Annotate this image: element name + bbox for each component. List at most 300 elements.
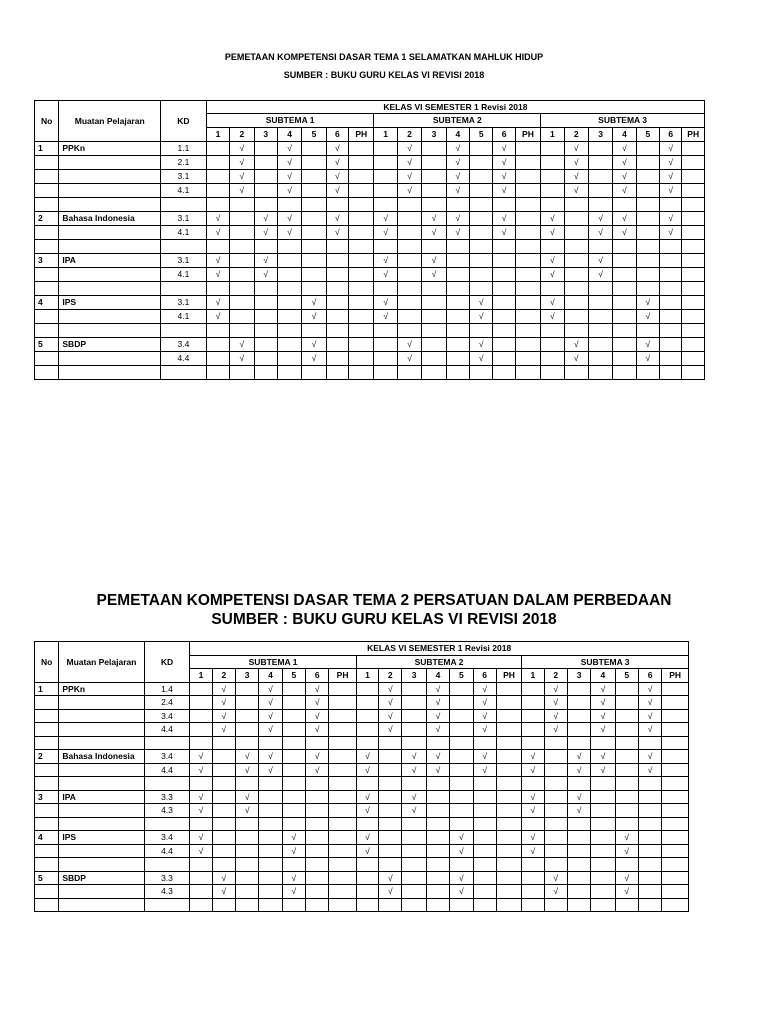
table-row (35, 790, 689, 804)
header-subtema: SUBTEMA 3 (541, 114, 705, 128)
check-mark: √ (591, 723, 615, 737)
check-mark: √ (356, 804, 378, 818)
check-cell (493, 338, 515, 352)
check-cell (662, 790, 689, 804)
check-mark: √ (564, 352, 588, 366)
blank-cell (259, 777, 282, 791)
check-mark: √ (379, 709, 402, 723)
blank-cell (236, 858, 259, 872)
check-mark: √ (190, 844, 212, 858)
check-mark: √ (282, 871, 305, 885)
blank-cell (349, 282, 374, 296)
check-mark: √ (282, 844, 305, 858)
check-cell (379, 763, 402, 777)
table-row (35, 142, 705, 156)
header-kelas: KELAS VI SEMESTER 1 Revisi 2018 (190, 642, 689, 656)
check-cell (496, 804, 521, 818)
blank-cell (564, 366, 588, 380)
check-mark: √ (190, 763, 212, 777)
blank-cell (402, 817, 426, 831)
check-cell (212, 844, 235, 858)
blank-cell (615, 858, 638, 872)
header-subtema: SUBTEMA 1 (190, 655, 356, 669)
check-mark: √ (613, 212, 636, 226)
row-no: 1 (35, 142, 59, 156)
header-col: 5 (636, 128, 659, 142)
check-mark: √ (306, 709, 329, 723)
blank-row (35, 858, 689, 872)
check-cell (682, 338, 705, 352)
header-muatan: Muatan Pelajaran (59, 101, 161, 142)
blank-cell (190, 858, 212, 872)
blank-cell (356, 817, 378, 831)
header-kelas: KELAS VI SEMESTER 1 Revisi 2018 (206, 101, 704, 114)
check-cell (567, 709, 590, 723)
blank-cell (496, 777, 521, 791)
blank-cell (522, 736, 544, 750)
row-kd: 3.4 (144, 831, 190, 845)
check-mark: √ (567, 790, 590, 804)
check-cell (470, 268, 493, 282)
check-cell (329, 696, 356, 710)
check-cell (522, 682, 544, 696)
check-cell (277, 310, 301, 324)
blank-cell (660, 282, 682, 296)
header-col: 6 (326, 128, 348, 142)
blank-cell (35, 324, 59, 338)
header-col: 3 (588, 128, 612, 142)
check-mark: √ (541, 254, 564, 268)
blank-cell (682, 240, 705, 254)
check-cell (349, 296, 374, 310)
blank-cell (544, 817, 567, 831)
check-mark: √ (638, 709, 661, 723)
check-cell (349, 310, 374, 324)
check-cell (277, 338, 301, 352)
check-mark: √ (190, 804, 212, 818)
check-mark: √ (402, 790, 426, 804)
header-col: 4 (277, 128, 301, 142)
check-mark: √ (450, 871, 473, 885)
row-subject (59, 310, 161, 324)
blank-cell (379, 858, 402, 872)
check-cell (282, 709, 305, 723)
check-cell (236, 709, 259, 723)
check-cell (426, 804, 449, 818)
check-cell (450, 804, 473, 818)
check-cell (496, 844, 521, 858)
check-mark: √ (212, 723, 235, 737)
check-mark: √ (356, 831, 378, 845)
check-cell (374, 170, 397, 184)
check-mark: √ (397, 170, 421, 184)
check-mark: √ (613, 226, 636, 240)
blank-cell (515, 282, 540, 296)
check-mark: √ (636, 352, 659, 366)
blank-cell (259, 817, 282, 831)
check-mark: √ (522, 763, 544, 777)
blank-cell (326, 240, 348, 254)
check-mark: √ (473, 750, 496, 764)
check-cell (613, 268, 636, 282)
row-subject: IPA (59, 254, 161, 268)
check-cell (306, 831, 329, 845)
header-col: 5 (450, 669, 473, 683)
blank-cell (59, 324, 161, 338)
check-mark: √ (356, 844, 378, 858)
blank-cell (349, 324, 374, 338)
header-col: 4 (613, 128, 636, 142)
check-cell (470, 254, 493, 268)
blank-cell (470, 198, 493, 212)
blank-cell (302, 366, 326, 380)
check-cell (638, 871, 661, 885)
check-cell (662, 844, 689, 858)
blank-cell (306, 817, 329, 831)
row-subject: IPA (59, 790, 144, 804)
blank-cell (356, 736, 378, 750)
check-mark: √ (470, 296, 493, 310)
check-cell (356, 885, 378, 899)
check-mark: √ (522, 844, 544, 858)
check-cell (282, 763, 305, 777)
check-cell (470, 170, 493, 184)
check-mark: √ (660, 212, 682, 226)
header-col: 1 (356, 669, 378, 683)
blank-cell (522, 817, 544, 831)
blank-cell (567, 777, 590, 791)
check-mark: √ (473, 709, 496, 723)
blank-cell (567, 898, 590, 912)
check-cell (306, 804, 329, 818)
check-cell (374, 338, 397, 352)
check-cell (564, 254, 588, 268)
check-mark: √ (277, 184, 301, 198)
table-row (35, 352, 705, 366)
check-mark: √ (306, 682, 329, 696)
blank-cell (326, 324, 348, 338)
check-mark: √ (254, 226, 277, 240)
check-cell (349, 184, 374, 198)
check-cell (662, 709, 689, 723)
check-cell (493, 254, 515, 268)
blank-cell (662, 777, 689, 791)
check-cell (591, 790, 615, 804)
check-cell (329, 804, 356, 818)
blank-row (35, 366, 705, 380)
check-cell (522, 709, 544, 723)
check-mark: √ (277, 156, 301, 170)
blank-cell (450, 858, 473, 872)
header-subtema: SUBTEMA 3 (522, 655, 689, 669)
row-subject: PPKn (59, 682, 144, 696)
blank-row (35, 282, 705, 296)
check-cell (402, 709, 426, 723)
check-cell (306, 790, 329, 804)
check-mark: √ (206, 254, 229, 268)
blank-cell (206, 282, 229, 296)
check-cell (426, 831, 449, 845)
check-mark: √ (212, 682, 235, 696)
blank-cell (402, 898, 426, 912)
check-mark: √ (397, 142, 421, 156)
check-cell (564, 296, 588, 310)
blank-cell (422, 366, 446, 380)
check-cell (259, 831, 282, 845)
blank-cell (660, 240, 682, 254)
check-cell (636, 212, 659, 226)
check-mark: √ (473, 696, 496, 710)
blank-cell (329, 858, 356, 872)
check-mark: √ (613, 142, 636, 156)
blank-cell (349, 198, 374, 212)
tema1-title: PEMETAAN KOMPETENSI DASAR TEMA 1 SELAMATKAN MAHLUK HIDUP (224, 52, 544, 62)
check-cell (190, 885, 212, 899)
check-cell (422, 296, 446, 310)
check-cell (230, 212, 254, 226)
check-cell (302, 226, 326, 240)
check-cell (450, 790, 473, 804)
check-mark: √ (379, 682, 402, 696)
blank-cell (144, 817, 190, 831)
check-mark: √ (356, 790, 378, 804)
blank-cell (236, 817, 259, 831)
check-cell (446, 254, 469, 268)
blank-cell (259, 858, 282, 872)
header-col: 1 (374, 128, 397, 142)
blank-cell (379, 777, 402, 791)
check-cell (402, 844, 426, 858)
blank-cell (450, 777, 473, 791)
check-mark: √ (422, 268, 446, 282)
check-cell (236, 871, 259, 885)
blank-cell (259, 736, 282, 750)
check-cell (615, 804, 638, 818)
blank-cell (277, 240, 301, 254)
blank-cell (59, 777, 144, 791)
check-cell (638, 885, 661, 899)
blank-cell (35, 366, 59, 380)
check-mark: √ (326, 212, 348, 226)
row-kd: 4.1 (161, 310, 207, 324)
blank-cell (450, 817, 473, 831)
check-cell (254, 142, 277, 156)
check-mark: √ (306, 750, 329, 764)
row-kd: 4.1 (161, 226, 207, 240)
row-kd: 1.4 (144, 682, 190, 696)
blank-cell (161, 366, 207, 380)
check-cell (349, 212, 374, 226)
check-cell (329, 885, 356, 899)
blank-row (35, 324, 705, 338)
check-cell (379, 804, 402, 818)
header-col: PH (329, 669, 356, 683)
check-mark: √ (277, 170, 301, 184)
check-cell (588, 184, 612, 198)
check-cell (493, 310, 515, 324)
blank-cell (277, 282, 301, 296)
row-no (35, 723, 59, 737)
blank-cell (636, 240, 659, 254)
blank-cell (349, 366, 374, 380)
check-cell (326, 296, 348, 310)
check-mark: √ (615, 844, 638, 858)
check-cell (402, 871, 426, 885)
check-mark: √ (522, 790, 544, 804)
blank-cell (426, 817, 449, 831)
row-kd: 3.3 (144, 790, 190, 804)
check-cell (613, 310, 636, 324)
check-cell (212, 831, 235, 845)
check-cell (349, 156, 374, 170)
blank-cell (496, 858, 521, 872)
blank-cell (349, 240, 374, 254)
table-row (35, 212, 705, 226)
check-mark: √ (615, 885, 638, 899)
check-cell (662, 804, 689, 818)
blank-cell (470, 240, 493, 254)
header-no: No (35, 101, 59, 142)
blank-cell (541, 366, 564, 380)
check-cell (682, 170, 705, 184)
row-subject (59, 844, 144, 858)
blank-cell (59, 858, 144, 872)
check-cell (493, 296, 515, 310)
blank-cell (515, 366, 540, 380)
blank-cell (379, 898, 402, 912)
check-cell (397, 310, 421, 324)
header-row (35, 101, 705, 114)
blank-cell (402, 736, 426, 750)
check-mark: √ (544, 723, 567, 737)
blank-cell (613, 198, 636, 212)
row-kd: 4.3 (144, 885, 190, 899)
header-muatan: Muatan Pelajaran (59, 642, 144, 683)
row-no: 2 (35, 750, 59, 764)
check-mark: √ (493, 170, 515, 184)
blank-cell (161, 198, 207, 212)
row-no (35, 352, 59, 366)
row-kd: 2.4 (144, 696, 190, 710)
row-no (35, 310, 59, 324)
blank-cell (329, 777, 356, 791)
check-cell (277, 268, 301, 282)
blank-cell (374, 240, 397, 254)
check-mark: √ (544, 682, 567, 696)
blank-cell (682, 282, 705, 296)
check-cell (349, 170, 374, 184)
check-cell (496, 723, 521, 737)
blank-cell (541, 324, 564, 338)
check-mark: √ (402, 763, 426, 777)
check-mark: √ (564, 338, 588, 352)
check-cell (682, 142, 705, 156)
header-col: 6 (493, 128, 515, 142)
check-cell (356, 871, 378, 885)
check-cell (544, 790, 567, 804)
header-col: 1 (206, 128, 229, 142)
blank-cell (613, 366, 636, 380)
check-cell (662, 682, 689, 696)
check-mark: √ (446, 226, 469, 240)
check-cell (206, 156, 229, 170)
check-cell (515, 310, 540, 324)
row-subject: SBDP (59, 338, 161, 352)
header-col: PH (496, 669, 521, 683)
check-cell (522, 885, 544, 899)
blank-cell (496, 736, 521, 750)
check-mark: √ (544, 709, 567, 723)
check-mark: √ (544, 885, 567, 899)
blank-cell (567, 858, 590, 872)
check-mark: √ (282, 885, 305, 899)
check-mark: √ (206, 310, 229, 324)
check-cell (282, 682, 305, 696)
check-cell (302, 212, 326, 226)
blank-cell (190, 777, 212, 791)
check-mark: √ (374, 268, 397, 282)
check-mark: √ (212, 871, 235, 885)
header-no: No (35, 642, 59, 683)
check-mark: √ (259, 709, 282, 723)
check-cell (496, 709, 521, 723)
check-mark: √ (259, 696, 282, 710)
header-col: PH (682, 128, 705, 142)
check-cell (259, 844, 282, 858)
check-cell (544, 804, 567, 818)
blank-cell (35, 817, 59, 831)
check-cell (282, 804, 305, 818)
check-mark: √ (567, 763, 590, 777)
check-cell (236, 844, 259, 858)
blank-cell (662, 817, 689, 831)
check-cell (397, 226, 421, 240)
check-cell (206, 170, 229, 184)
header-col: 6 (638, 669, 661, 683)
blank-row (35, 898, 689, 912)
check-cell (426, 844, 449, 858)
check-mark: √ (613, 156, 636, 170)
check-mark: √ (379, 885, 402, 899)
row-subject (59, 709, 144, 723)
check-cell (422, 142, 446, 156)
blank-cell (59, 817, 144, 831)
blank-cell (144, 858, 190, 872)
check-mark: √ (588, 254, 612, 268)
header-col: 1 (541, 128, 564, 142)
blank-cell (636, 324, 659, 338)
check-cell (230, 226, 254, 240)
table-row (35, 268, 705, 282)
check-mark: √ (544, 871, 567, 885)
check-cell (306, 871, 329, 885)
check-mark: √ (493, 156, 515, 170)
header-col: PH (349, 128, 374, 142)
blank-cell (426, 898, 449, 912)
check-cell (212, 763, 235, 777)
check-mark: √ (374, 226, 397, 240)
check-cell (682, 156, 705, 170)
header-col: 2 (379, 669, 402, 683)
check-mark: √ (564, 170, 588, 184)
check-mark: √ (660, 184, 682, 198)
check-cell (190, 682, 212, 696)
check-mark: √ (422, 212, 446, 226)
check-cell (259, 804, 282, 818)
check-cell (496, 790, 521, 804)
check-cell (591, 871, 615, 885)
blank-cell (374, 366, 397, 380)
